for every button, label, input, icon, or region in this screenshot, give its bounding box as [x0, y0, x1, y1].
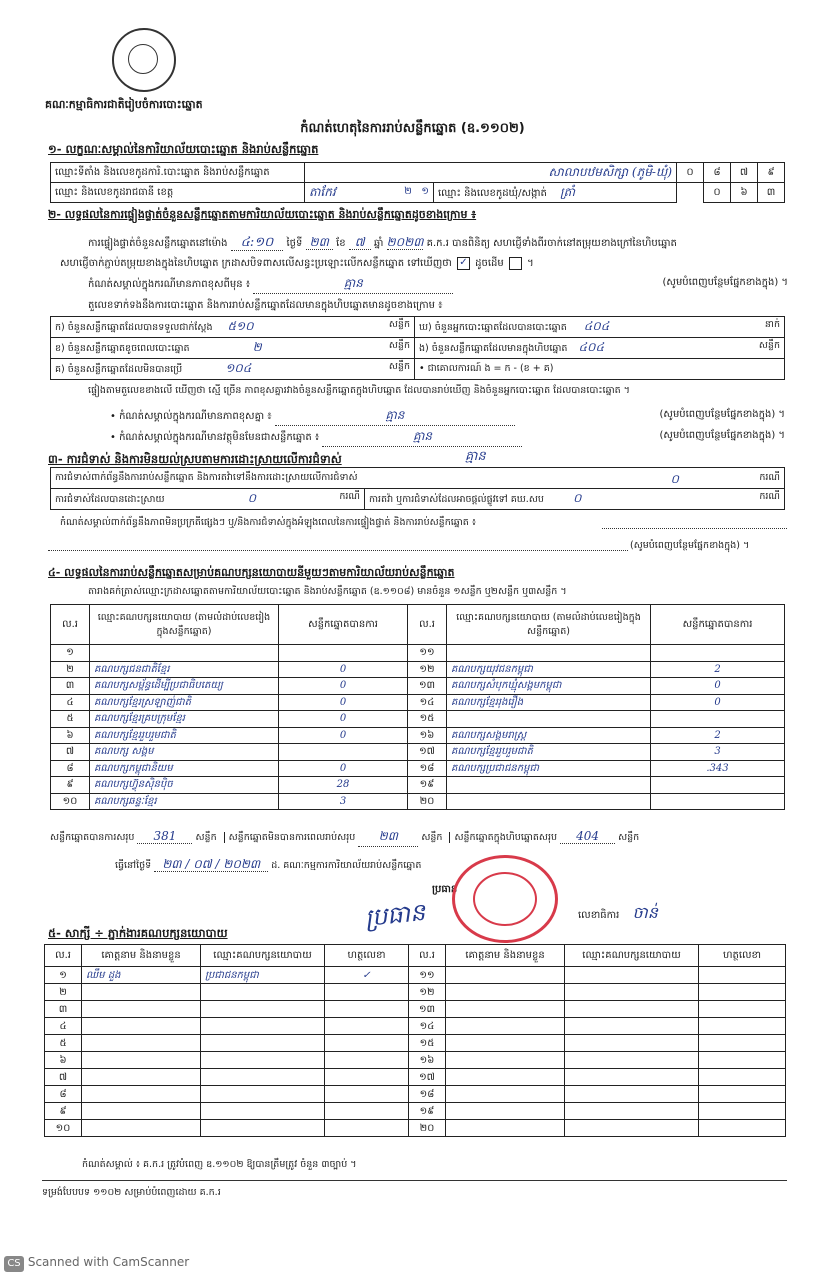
- bullet-foreign-fill: (សូមបំពេញបន្ថែមផ្នែកខាងក្នុង) ។: [659, 430, 785, 441]
- witness-party: [201, 1001, 325, 1018]
- witness-party: [565, 1069, 699, 1086]
- witness-row: [45, 1069, 786, 1086]
- witness-col-sign-left: ហត្ថលេខា: [325, 945, 409, 967]
- unused-unit: សន្លឹក: [388, 361, 410, 372]
- bullet-foreign: [110, 428, 785, 447]
- resolved-unit: ករណី: [339, 491, 360, 502]
- commune-label: ឈ្មោះ និងលេខកូដឃុំ/សង្កាត់: [438, 187, 547, 199]
- witness-number: ៥: [45, 1035, 82, 1052]
- witness-party: [201, 1103, 325, 1120]
- in-box-unit: សន្លឹក: [758, 340, 780, 351]
- result-number: ១៥: [408, 711, 447, 728]
- verification-text: គ.ក.រ បានពិនិត្យ សហជ្ញើទាំងពីរចាក់នៅតម្រុយខាងក្រៅនៃហិបឆ្នោត: [426, 238, 677, 249]
- result-party: គណបក្សខ្មែររុងរឿង: [447, 694, 651, 711]
- result-votes: 0: [279, 711, 408, 728]
- result-number: ១២: [408, 661, 447, 678]
- witness-number: ១២: [409, 984, 446, 1001]
- witness-signature: [325, 1103, 409, 1120]
- voted-value: ៤០៤: [583, 319, 610, 333]
- witness-row: [45, 1035, 786, 1052]
- verification-month: ៧: [349, 235, 371, 250]
- verification-line-1: [88, 234, 788, 253]
- witness-name: [82, 1001, 201, 1018]
- witness-name: ឈឹម ដួង: [82, 967, 201, 984]
- result-party: គណបក្ស សង្គម: [90, 744, 279, 761]
- witness-signature: [699, 967, 786, 984]
- location-code-2: ៨: [704, 163, 731, 183]
- witness-party: ប្រជាជនកម្ពុជា: [201, 967, 325, 984]
- result-votes: 2: [651, 727, 785, 744]
- witness-signature: [325, 1001, 409, 1018]
- verification-month-label: ខែ: [336, 238, 346, 249]
- result-number: ៤: [51, 694, 90, 711]
- witness-signature: ✓: [325, 967, 409, 984]
- witness-party: [201, 1069, 325, 1086]
- results-row: [51, 760, 785, 777]
- total-valid-label: សន្លឹកឆ្នោតបានការសរុប: [50, 832, 135, 843]
- secretary-label: លេខាធិការ: [578, 910, 620, 921]
- witness-party: [565, 1035, 699, 1052]
- difference-note-value: គ្មាន: [253, 275, 453, 294]
- witness-name: [446, 967, 565, 984]
- results-row: [51, 711, 785, 728]
- result-votes: 3: [651, 744, 785, 761]
- witness-name: [82, 1069, 201, 1086]
- witness-party: [565, 1001, 699, 1018]
- witness-row: [45, 1086, 786, 1103]
- witness-note: កំណត់សម្គាល់ ៖ គ.ក.រ ត្រូវបំពេញ ឧ.១១០២ ឱ្យបានត្រឹមត្រូវ ចំនួន ៣ច្បាប់ ។: [82, 1159, 357, 1170]
- result-party: [447, 777, 651, 794]
- witness-party: [201, 1086, 325, 1103]
- result-votes: [651, 777, 785, 794]
- witness-row: [45, 1120, 786, 1137]
- result-number: ១៩: [408, 777, 447, 794]
- results-table: [50, 604, 785, 810]
- witness-number: ២០: [409, 1120, 446, 1137]
- figures-table: [50, 316, 785, 380]
- witness-number: ១៧: [409, 1069, 446, 1086]
- bullet-difference: [110, 407, 785, 426]
- seal-check-text: សហជ្ញើចាក់ភ្ជាប់តម្រុយខាងក្នុងនៃហិបឆ្នោត ក្រដាសបិទពាសលើសន្ធះប្រឡោះលើកសន្លឹកឆ្នោត ទៅឃើញថា: [60, 258, 452, 269]
- results-row: [51, 694, 785, 711]
- verification-line-2: [60, 256, 790, 271]
- resolved-value: ០: [247, 491, 257, 505]
- verification-year: ២០២៣: [386, 235, 424, 249]
- results-row: [51, 744, 785, 761]
- result-number: ១១: [408, 645, 447, 662]
- appealed-label: ការតវ៉ា ឬការជំទាស់ដែលអាចផ្ដល់ផ្លូវទៅ គឃ.សប: [369, 494, 544, 505]
- witness-signature: [325, 1069, 409, 1086]
- result-number: ៩: [51, 777, 90, 794]
- witness-col-name-left: គោត្តនាម និងនាមខ្លួន: [82, 945, 201, 967]
- location-label: ឈ្មោះទីតាំង និងលេខកូដការិ.បោះឆ្នោត និងរាប់សន្លឹកឆ្នោត: [51, 163, 305, 183]
- irregularities-line-2: [48, 550, 628, 551]
- appealed-value: ០: [572, 491, 582, 505]
- witness-col-party-right: ឈ្មោះគណបក្សនយោបាយ: [565, 945, 699, 967]
- witness-row: [45, 1052, 786, 1069]
- result-votes: 0: [279, 727, 408, 744]
- complaints-unit: ករណី: [759, 472, 780, 483]
- result-number: ៦: [51, 727, 90, 744]
- witness-row: [45, 984, 786, 1001]
- witness-signature: [325, 1018, 409, 1035]
- result-votes: [651, 711, 785, 728]
- results-col-no-right: ល.រ: [408, 605, 447, 645]
- figures-intro: តួលេខទាក់ទងនឹងការបោះឆ្នោត និងការរាប់សន្លឹកឆ្នោតដែលមានក្នុងហិបឆ្នោតមានដូចខាងក្រោម ៖: [88, 300, 443, 311]
- commune-value: ត្រាំ: [560, 184, 576, 199]
- section1-heading: ១- លក្ខណៈសម្គាល់នៃការិយាល័យបោះឆ្នោត និងរាប់សន្លឹកឆ្នោត: [48, 142, 319, 156]
- committee-name: គណៈកម្មាធិការជាតិរៀបចំការបោះឆ្នោត: [45, 98, 203, 111]
- witness-number: ១៨: [409, 1086, 446, 1103]
- witness-name: [82, 1018, 201, 1035]
- result-votes: [651, 645, 785, 662]
- footer-rule: [42, 1180, 787, 1181]
- total-valid-value: 381: [137, 829, 192, 844]
- total-valid-unit: សន្លឹក: [195, 832, 217, 843]
- received-label: ក) ចំនួនសន្លឹកឆ្នោតដែលបានទទួលជាក់ស្តែង: [55, 322, 213, 333]
- result-party: គណបក្សសង្គមរាស្ត្រ: [447, 727, 651, 744]
- witness-number: ៩: [45, 1103, 82, 1120]
- result-votes: [279, 744, 408, 761]
- result-party: គណបក្សប្រជាជនកម្ពុជា: [447, 760, 651, 777]
- result-votes: 3: [279, 793, 408, 810]
- secretary-line: [578, 902, 658, 926]
- province-value: តាកែវ: [309, 184, 336, 199]
- secretary-signature: ចាន់: [632, 903, 658, 922]
- bullet-foreign-value: គ្មាន: [322, 428, 522, 447]
- witness-party: [201, 1035, 325, 1052]
- results-col-party-left: ឈ្មោះគណបក្សនយោបាយ (តាមលំដាប់លេខរៀងក្នុងសន្លឹកឆ្នោត): [90, 605, 279, 645]
- irregularities-note: កំណត់សម្គាល់ពាក់ព័ន្ធនឹងភាពមិនប្រក្រតីផ្សេងៗ ឬ/និងការជំទាស់ក្នុងអំឡុងពេលនៃការផ្ទៀងផ្ទាត់ និងការរាប់សន្លឹកឆ្នោត ៖: [60, 517, 477, 528]
- section3-hw: គ្មាន: [465, 449, 486, 464]
- difference-note-fill: (សូមបំពេញបន្ថែមផ្នែកខាងក្នុង) ។: [662, 277, 788, 288]
- unused-label: គ) ចំនួនសន្លឹកឆ្នោតដែលមិនបានប្រើ: [55, 364, 183, 375]
- witness-number: ១៣: [409, 1001, 446, 1018]
- irregularities-fill: (សូមបំពេញបន្ថែមផ្នែកខាងក្នុង) ។: [630, 540, 750, 551]
- section4-heading: ៤- លទ្ធផលនៃការរាប់សន្លឹកឆ្នោតសម្រាប់គណបក្សនយោបាយនីមួយៗតាមការិយាល័យរាប់សន្លឹកឆ្នោត: [48, 566, 455, 579]
- spoiled-unit: សន្លឹក: [388, 340, 410, 351]
- witness-number: ១៤: [409, 1018, 446, 1035]
- result-number: ៧: [51, 744, 90, 761]
- witness-col-no-left: ល.រ: [45, 945, 82, 967]
- received-unit: សន្លឹក: [388, 319, 410, 330]
- province-label: ឈ្មោះ និងលេខកូដរាជធានី ខេត្ត: [51, 183, 305, 203]
- result-party: គណបក្សហ៊្វុនស៊ិនប៉ិច: [90, 777, 279, 794]
- result-party: គណបក្សកម្ពុជានិយម: [90, 760, 279, 777]
- witness-name: [82, 1103, 201, 1120]
- witness-signature: [325, 1086, 409, 1103]
- result-party: [447, 711, 651, 728]
- witness-signature: [699, 1001, 786, 1018]
- commune-code-1: ០: [704, 183, 731, 203]
- witness-signature: [325, 1052, 409, 1069]
- made-on-date: ២៣ / ០៧ / ២០២៣: [154, 857, 268, 872]
- result-number: ១៦: [408, 727, 447, 744]
- same-label: ដូចដើម: [475, 258, 504, 269]
- result-party: គណបក្សសំបុកឃ្មុំសង្គមកម្ពុជា: [447, 678, 651, 695]
- result-party: គណបក្សខ្មែររួបរួមជាតិ: [90, 727, 279, 744]
- chair-label: ប្រធាន: [432, 884, 458, 895]
- same-checkbox[interactable]: ✓: [457, 257, 470, 270]
- unused-value: ១០៤: [225, 361, 252, 375]
- result-party: [447, 645, 651, 662]
- results-row: [51, 645, 785, 662]
- witness-name: [82, 1035, 201, 1052]
- voted-unit: នាក់: [764, 319, 780, 330]
- resolved-label: ការជំទាស់ដែលបានដោះស្រាយ: [55, 494, 165, 505]
- witness-number: ៣: [45, 1001, 82, 1018]
- bullet-difference-fill: (សូមបំពេញបន្ថែមផ្នែកខាងក្នុង) ។: [659, 409, 785, 420]
- camscanner-text: Scanned with CamScanner: [27, 1255, 190, 1269]
- result-number: ២: [51, 661, 90, 678]
- witness-table: [44, 944, 786, 1137]
- result-number: ១០: [51, 793, 90, 810]
- appealed-unit: ករណី: [759, 491, 780, 502]
- witness-name: [446, 1086, 565, 1103]
- witness-number: ១១: [409, 967, 446, 984]
- comparison-text: ផ្ទៀងតាមតួលេខខាងលើ ឃើញថា ស្មើ ច្រើន ភាពខុសគ្នារវាងចំនួនសន្លឹកឆ្នោតក្នុងហិបឆ្នោត ដែលបានរាប់ឃើញ និងចំនួនអ្នកបោះឆ្នោត ដែលបានបោះឆ្នោត ។: [88, 385, 630, 396]
- witness-party: [565, 1086, 699, 1103]
- made-on-line: [115, 856, 421, 874]
- difference-note: [88, 275, 788, 294]
- verification-year-label: ឆ្នាំ: [373, 238, 384, 249]
- witness-signature: [699, 1120, 786, 1137]
- total-invalid-value: ២៣: [358, 828, 418, 847]
- results-row: [51, 793, 785, 810]
- witness-signature: [699, 1052, 786, 1069]
- witness-name: [446, 1018, 565, 1035]
- result-votes: 2: [651, 661, 785, 678]
- result-votes: 0: [279, 661, 408, 678]
- witness-number: ២: [45, 984, 82, 1001]
- witness-party: [565, 1120, 699, 1137]
- witness-signature: [699, 1103, 786, 1120]
- result-number: ៨: [51, 760, 90, 777]
- witness-number: ១: [45, 967, 82, 984]
- witness-number: ១៥: [409, 1035, 446, 1052]
- in-box-label: ង) ចំនួនសន្លឹកឆ្នោតដែលមានក្នុងហិបឆ្នោត: [419, 343, 568, 354]
- result-number: ៣: [51, 678, 90, 695]
- result-votes: 0: [279, 694, 408, 711]
- province-code-1: ២: [404, 185, 412, 197]
- witness-name: [446, 1035, 565, 1052]
- results-row: [51, 777, 785, 794]
- witness-number: ៦: [45, 1052, 82, 1069]
- spoiled-label: ខ) ចំនួនសន្លឹកឆ្នោតខូចពេលបោះឆ្នោត: [55, 343, 190, 354]
- commune-code-3: ៣: [758, 183, 785, 203]
- spoiled-value: ២: [252, 340, 262, 354]
- made-on-label: ធ្វើនៅថ្ងៃទី: [115, 860, 152, 871]
- witness-party: [201, 984, 325, 1001]
- witness-number: ១០: [45, 1120, 82, 1137]
- in-box-value: ៤០៤: [578, 340, 604, 354]
- result-number: ១៧: [408, 744, 447, 761]
- witness-name: [446, 1069, 565, 1086]
- witness-name: [446, 1052, 565, 1069]
- total-box-value: 404: [560, 829, 615, 844]
- received-value: ៥១០: [227, 319, 254, 333]
- total-box-unit: សន្លឹក: [618, 832, 640, 843]
- witness-name: [82, 1086, 201, 1103]
- total-box-label: សន្លឹកឆ្នោតក្នុងហិបឆ្នោតសរុប: [449, 832, 557, 843]
- bullet-difference-label: • កំណត់សម្គាល់ក្នុងករណីមានភាពខុសគ្នា ៖: [110, 411, 272, 422]
- province-code-2: ១: [421, 185, 429, 197]
- results-row: [51, 678, 785, 695]
- result-party: គណបក្សខ្មែរគ្របក្រុមខ្មែរ: [90, 711, 279, 728]
- witness-name: [82, 1120, 201, 1137]
- camscanner-badge: [4, 1255, 189, 1272]
- verification-day-label: ថ្ងៃទី: [286, 238, 303, 249]
- camscanner-icon: CS: [4, 1256, 24, 1272]
- witness-signature: [325, 984, 409, 1001]
- witness-party: [565, 1052, 699, 1069]
- witness-party: [565, 1018, 699, 1035]
- difference-note-label: កំណត់សម្គាល់ក្នុងករណីមានភាពខុសពីមុន ៖: [88, 279, 251, 290]
- witness-signature: [325, 1120, 409, 1137]
- result-party: គណបក្សឆន្ទៈខ្មែរ: [90, 793, 279, 810]
- commune-code-2: ៦: [731, 183, 758, 203]
- witness-party: [565, 984, 699, 1001]
- verification-time-label: ការផ្ទៀងផ្ទាត់ចំនួនសន្លឹកឆ្នោតនៅម៉ោង: [88, 238, 228, 249]
- result-party: គណបក្សជនជាតិខ្មែរ: [90, 661, 279, 678]
- different-checkbox[interactable]: [509, 257, 522, 270]
- witness-signature: [699, 984, 786, 1001]
- witness-row: [45, 1103, 786, 1120]
- bullet-difference-value: គ្មាន: [275, 407, 515, 426]
- result-number: ១៤: [408, 694, 447, 711]
- location-code-1: ០: [677, 163, 704, 183]
- irregularities-line-1: [602, 528, 787, 529]
- witness-name: [446, 984, 565, 1001]
- made-by-label: ដ. គណៈកម្មការការិយាល័យរាប់សន្លឹកឆ្នោត: [271, 860, 422, 871]
- total-invalid-unit: សន្លឹក: [421, 832, 443, 843]
- form-number: ទម្រង់បែបបទ ១១០២ សម្រាប់បំពេញដោយ គ.ក.រ: [42, 1187, 221, 1198]
- witness-name: [446, 1001, 565, 1018]
- result-party: [90, 645, 279, 662]
- results-totals: [50, 828, 785, 847]
- witness-number: ១៦: [409, 1052, 446, 1069]
- witness-number: ៤: [45, 1018, 82, 1035]
- witness-col-party-left: ឈ្មោះគណបក្សនយោបាយ: [201, 945, 325, 967]
- result-number: ២០: [408, 793, 447, 810]
- result-number: ៥: [51, 711, 90, 728]
- witness-row: [45, 1018, 786, 1035]
- witness-name: [82, 1052, 201, 1069]
- result-number: ១: [51, 645, 90, 662]
- witness-party: [201, 1018, 325, 1035]
- witness-signature: [325, 1035, 409, 1052]
- section3-heading: ៣- ការជំទាស់ និងការមិនយល់ស្របតាមការដោះស្រាយលើការជំទាស់: [48, 452, 342, 466]
- witness-signature: [699, 1086, 786, 1103]
- witness-number: ១៩: [409, 1103, 446, 1120]
- result-party: គណបក្សសម្ព័ន្ធដើម្បីប្រជាធិបតេយ្យ: [90, 678, 279, 695]
- witness-row: [45, 967, 786, 984]
- complaints-value: ០: [670, 472, 679, 486]
- result-votes: 0: [279, 760, 408, 777]
- section5-heading: ៥- សាក្សី ÷ ភ្នាក់ងារគណបក្សនយោបាយ: [48, 926, 228, 940]
- witness-col-name-right: គោត្តនាម និងនាមខ្លួន: [446, 945, 565, 967]
- complaints-label: ការជំទាស់ពាក់ព័ន្ធនឹងការរាប់សន្លឹកឆ្នោត និងការតវ៉ាទៅនឹងការដោះស្រាយលើការជំទាស់: [55, 472, 358, 483]
- results-col-no-left: ល.រ: [51, 605, 90, 645]
- result-party: [447, 793, 651, 810]
- witness-signature: [699, 1018, 786, 1035]
- result-party: គណបក្សយុវជនកម្ពុជា: [447, 661, 651, 678]
- result-votes: [279, 645, 408, 662]
- result-votes: [651, 793, 785, 810]
- voted-label: ឃ) ចំនួនអ្នកបោះឆ្នោតដែលបានបោះឆ្នោត: [419, 322, 567, 333]
- witness-party: [565, 967, 699, 984]
- verification-day: ២៣: [306, 235, 333, 250]
- location-code-4: ៩: [758, 163, 785, 183]
- result-votes: 0: [651, 694, 785, 711]
- witness-name: [446, 1120, 565, 1137]
- result-votes: 0: [279, 678, 408, 695]
- witness-number: ៨: [45, 1086, 82, 1103]
- witness-row: [45, 1001, 786, 1018]
- total-invalid-label: សន្លឹកឆ្នោតមិនបានការពេលរាប់សរុប: [224, 832, 356, 843]
- result-votes: 28: [279, 777, 408, 794]
- witness-number: ៧: [45, 1069, 82, 1086]
- section2-heading: ២- លទ្ធផលនៃការផ្ទៀងផ្ទាត់ចំនួនសន្លឹកឆ្នោតតាមការិយាល័យបោះឆ្នោត និងរាប់សន្លឹកឆ្នោតដូចខាងក្រោម ៖: [48, 208, 477, 221]
- location-value: សាលាបឋមសិក្សា (ភូមិ-ឃុំ): [305, 163, 677, 183]
- witness-party: [201, 1120, 325, 1137]
- location-code-3: ៧: [731, 163, 758, 183]
- results-col-votes-right: សន្លឹកឆ្នោតបានការ: [651, 605, 785, 645]
- witness-col-sign-right: ហត្ថលេខា: [699, 945, 786, 967]
- complaints-table: [50, 467, 785, 510]
- results-row: [51, 727, 785, 744]
- form-title: កំណត់ហេតុនៃការរាប់សន្លឹកឆ្នោត (ឧ.១១០២): [300, 121, 525, 136]
- formula: • ជាគោលការណ៍ ង = ក - (ខ + គ): [415, 359, 785, 380]
- witness-party: [201, 1052, 325, 1069]
- witness-name: [82, 984, 201, 1001]
- result-number: ១៣: [408, 678, 447, 695]
- result-party: គណបក្សខ្មែររួបរួមជាតិ: [447, 744, 651, 761]
- witness-signature: [699, 1035, 786, 1052]
- result-votes: .343: [651, 760, 785, 777]
- witness-party: [565, 1103, 699, 1120]
- results-col-votes-left: សន្លឹកឆ្នោតបានការ: [279, 605, 408, 645]
- results-col-party-right: ឈ្មោះគណបក្សនយោបាយ (តាមលំដាប់លេខរៀងក្នុងសន្លឹកឆ្នោត): [447, 605, 651, 645]
- results-row: [51, 661, 785, 678]
- section4-intro: តារាងគក់ត្រាស់ឈ្មោះក្រដាសឆ្នោតតាមការិយាល័យបោះឆ្នោត និងរាប់សន្លឹកឆ្នោត (ឧ.១១០៨) មានចំនួន ១សន្លឹក ឬ២សន្លឹក ឬ៣សន្លឹក ។: [88, 586, 567, 597]
- section1-table: [50, 162, 785, 203]
- verification-time: ៤:១០: [231, 235, 284, 251]
- witness-col-no-right: ល.រ: [409, 945, 446, 967]
- seal-check-end: ។: [527, 258, 534, 269]
- witness-signature: [699, 1069, 786, 1086]
- result-votes: 0: [651, 678, 785, 695]
- result-number: ១៨: [408, 760, 447, 777]
- result-party: គណបក្សខ្មែរស្រឡាញ់ជាតិ: [90, 694, 279, 711]
- bullet-foreign-label: • កំណត់សម្គាល់ក្នុងករណីមានវត្ថុមិនមែនជាសន្លឹកឆ្នោត ៖: [110, 432, 320, 443]
- chair-signature: ប្រធាន: [363, 897, 427, 933]
- committee-emblem: [112, 28, 176, 92]
- official-seal: [452, 855, 558, 943]
- witness-name: [446, 1103, 565, 1120]
